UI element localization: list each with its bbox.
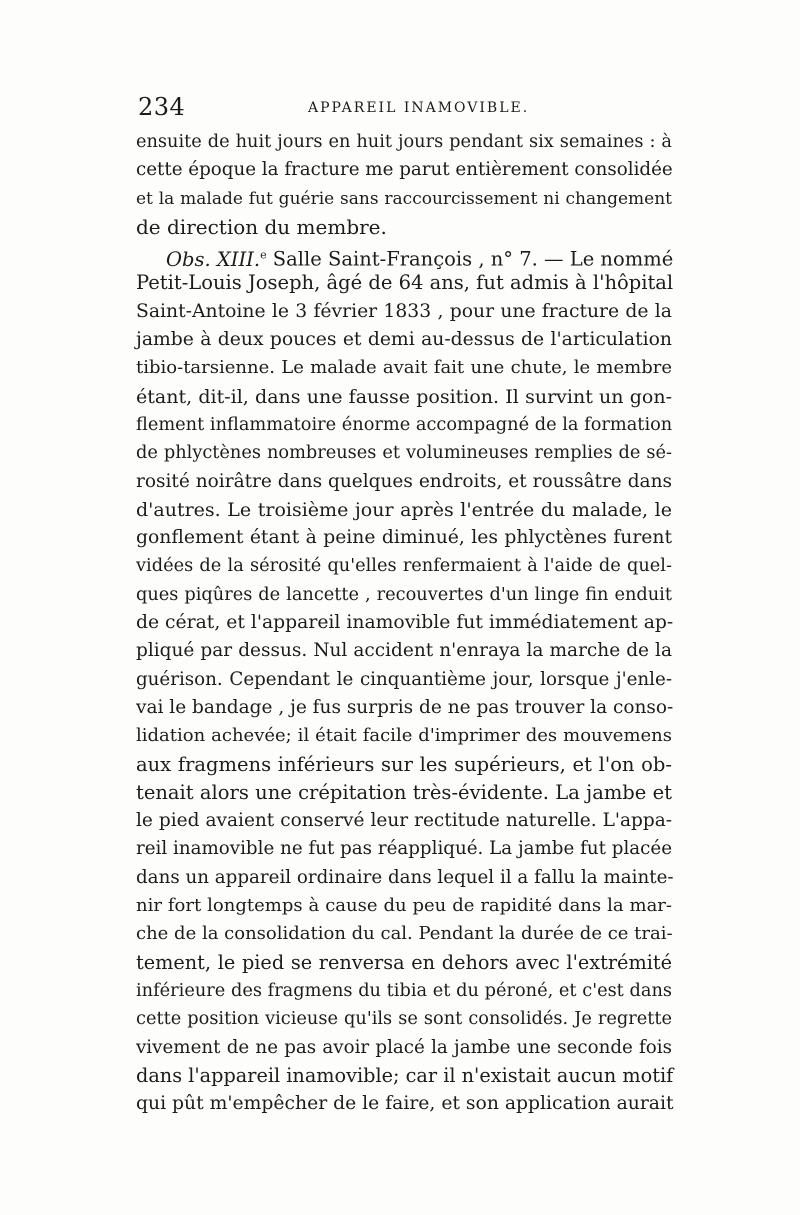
text-line: jambe à deux pouces et demi au-dessus de l'articulation: [136, 329, 672, 351]
text-line: Saint-Antoine le 3 février 1833 , pour une fracture de la: [136, 300, 672, 322]
text-line: aux fragmens inférieurs sur les supérieurs, et l'on ob-: [136, 752, 672, 776]
text-line: cette position vicieuse qu'ils se sont consolidés. Je regrette: [136, 1009, 672, 1030]
text-line: de phlyctènes nombreuses et volumineuses remplies de sé-: [136, 443, 672, 464]
text-line: de cérat, et l'appareil inamovible fut immédiatement ap-: [136, 612, 674, 634]
running-head: APPAREIL INAMOVIBLE.: [308, 100, 530, 116]
text-line: ensuite de huit jours en huit jours pendant six semaines : à: [136, 132, 672, 152]
text-line: flement inflammatoire énorme accompagné de la formation: [136, 414, 673, 435]
text-line: lidation achevée; il était facile d'imprimer des mouvemens: [136, 725, 672, 747]
observation-label: Obs. XIII.$^e$: [166, 247, 267, 271]
page-header: [138, 93, 678, 123]
text-line: nir fort longtemps à cause du peu de rapidité dans la mar-: [136, 895, 672, 917]
text-line: pliqué par dessus. Nul accident n'enraya la marche de la: [136, 640, 672, 662]
text-line: étant, dit-il, dans une fausse position. Il survint un gon-: [136, 385, 672, 408]
text-line: reil inamovible ne fut pas réappliqué. La jambe fut placée: [136, 838, 672, 860]
text-line: et la malade fut guérie sans raccourcissement ni changement: [136, 188, 672, 209]
text-line: qui pût m'empêcher de le faire, et son application aurait: [136, 1093, 674, 1115]
page-number: 234: [138, 93, 186, 121]
text-line: inférieure des fragmens du tibia et du péroné, et c'est dans: [136, 980, 672, 1001]
text-line: Salle Saint-François , n° 7. — Le nommé: [272, 247, 674, 271]
text-line: vai le bandage , je fus surpris de ne pas trouver la conso-: [136, 696, 674, 718]
text-line: vidées de la sérosité qu'elles renfermaient à l'aide de quel-: [136, 556, 672, 577]
text-line: rosité noirâtre dans quelques endroits, et roussâtre dans: [136, 470, 672, 492]
text-line: Petit-Louis Joseph, âgé de 64 ans, fut admis à l'hôpital: [136, 271, 674, 295]
observation-heading-line: [136, 241, 672, 269]
text-line: cette époque la fracture me parut entièrement consolidée: [136, 159, 673, 181]
text-line: guérison. Cependant le cinquantième jour, lorsque j'enle-: [136, 668, 672, 690]
text-line: dans un appareil ordinaire dans lequel il a fallu la mainte-: [136, 866, 674, 888]
text-line: vivement de ne pas avoir placé la jambe une seconde fois: [136, 1036, 672, 1058]
text-line: gonflement étant à peine diminué, les phlyctènes furent: [136, 527, 672, 549]
text-line: tement, le pied se renversa en dehors avec l'extrémité: [136, 950, 672, 974]
text-line: ques piqûres de lancette , recouvertes d'un linge fin enduit: [136, 584, 672, 605]
text-line: de direction du membre.: [136, 214, 387, 239]
text-line: dans l'appareil inamovible; car il n'existait aucun motif: [136, 1063, 674, 1087]
text-line: d'autres. Le troisième jour après l'entrée du malade, le: [136, 498, 672, 521]
text-line: che de la consolidation du cal. Pendant la durée de ce trai-: [136, 923, 673, 945]
text-line: tenait alors une crépitation très-évidente. La jambe et: [136, 780, 672, 804]
text-line: le pied avaient conservé leur rectitude naturelle. L'appa-: [136, 810, 672, 832]
text-line: tibio-tarsienne. Le malade avait fait une chute, le membre: [136, 357, 672, 379]
body-text: [136, 128, 672, 1118]
